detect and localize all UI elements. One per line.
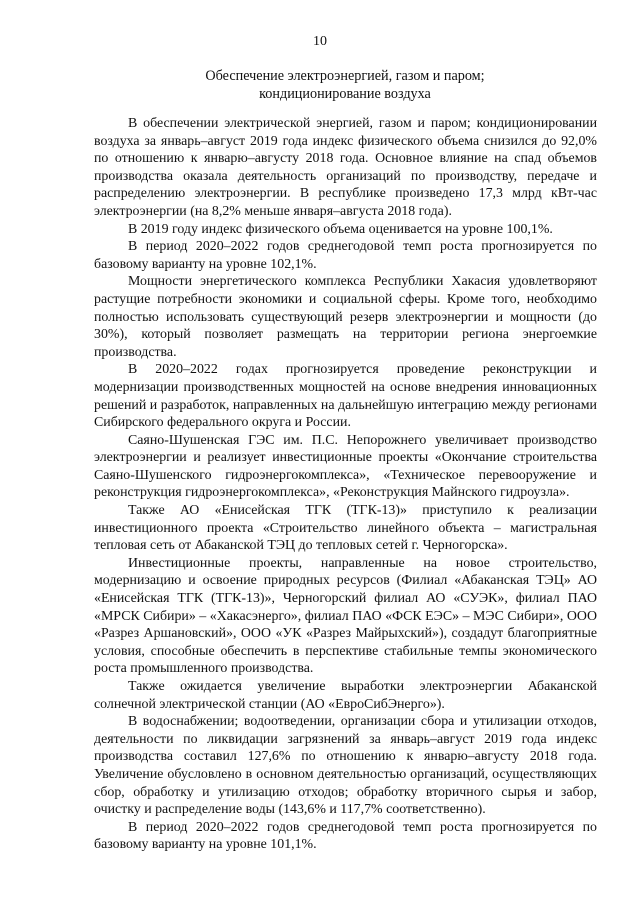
paragraph: В 2020–2022 годах прогнозируется проведение реконструкции и модернизации производственных мощностей на основе внедрения инновационных решений и разработок, направленных на дальнейшую интеграцию между регионами Сибирского федерального округа и России. — [94, 362, 597, 431]
body-text — [94, 115, 597, 854]
paragraph: Также АО «Енисейская ТГК (ТГК-13)» приступило к реализации инвестиционного проекта «Строительство линейного объекта – магистральная тепловая сеть от Абаканской ТЭЦ до тепловых сетей г. Черногорска». — [94, 503, 597, 554]
section-heading — [100, 67, 590, 103]
paragraph: Также ожидается увеличение выработки электроэнергии Абаканской солнечной электрической станции (АО «ЕвроСибЭнерго»). — [94, 679, 597, 712]
paragraph: Мощности энергетического комплекса Республики Хакасия удовлетворяют растущие потребности экономики и социальной сферы. Кроме того, необходимо полностью использовать существующий резерв электроэнергии и мощности (до 30%), который позволяет размещать на территории региона энергоемкие производства. — [94, 274, 597, 360]
page-number: 10 — [313, 34, 327, 49]
paragraph: В 2019 году индекс физического объема оценивается на уровне 100,1%. — [128, 221, 553, 237]
paragraph: Инвестиционные проекты, направленные на новое строительство, модернизацию и освоение природных ресурсов (Филиал «Абаканская ТЭЦ» АО «Енисейская ТГК (ТГК-13)», Черногорский филиал АО «СУЭК», филиал ПАО «МРСК Сибири» – «Хакасэнерго», филиал ПАО «ФСК ЕЭС» – МЭС Сибири», ООО «Разрез Аршановский», ООО «УК «Разрез Майрыхский»), создадут благоприятные условия, способные обеспечить в перспективе стабильные темпы экономического роста промышленного производства. — [94, 555, 597, 677]
paragraph: В обеспечении электрической энергией, газом и паром; кондиционировании воздуха за январь–август 2019 года индекс физического объема снизился до 92,0% по отношению к январю–августу 2018 года. Основное влияние на спад объемов производства оказала деятельность организаций по производству, передаче и распределению электроэнергии. В республике произведено 17,3 млрд кВт-час электроэнергии (на 8,2% меньше января–августа 2018 года). — [94, 116, 597, 219]
paragraph: В период 2020–2022 годов среднегодовой темп роста прогнозируется по базовому варианту на уровне 101,1%. — [94, 819, 597, 853]
paragraph: В водоснабжении; водоотведении, организации сбора и утилизации отходов, деятельности по ликвидации загрязнений за январь–август 2019 года индекс производства составил 127,6% по отношению к январю–августу 2018 года. Увеличение обусловлено в основном деятельностью организаций, осуществляющих сбор, обработку и утилизацию отходов; обработку вторичного сырья и забор, очистку и распределение воды (143,6% и 117,7% соответственно). — [94, 714, 597, 818]
paragraph: Саяно-Шушенская ГЭС им. П.С. Непорожнего увеличивает производство электроэнергии и реализует инвестиционные проекты «Окончание строительства Саяно-Шушенского гидроэнергокомплекса», «Техническое перевооружение и реконструкция гидроэнергокомплекса», «Реконструкция Майнского гидроузла». — [94, 432, 597, 501]
section-heading-line-1: Обеспечение электроэнергией, газом и паром; — [205, 68, 485, 84]
paragraph: В период 2020–2022 годов среднегодовой темп роста прогнозируется по базовому варианту на уровне 102,1%. — [94, 239, 597, 272]
section-heading-line-2: кондиционирование воздуха — [259, 86, 431, 102]
